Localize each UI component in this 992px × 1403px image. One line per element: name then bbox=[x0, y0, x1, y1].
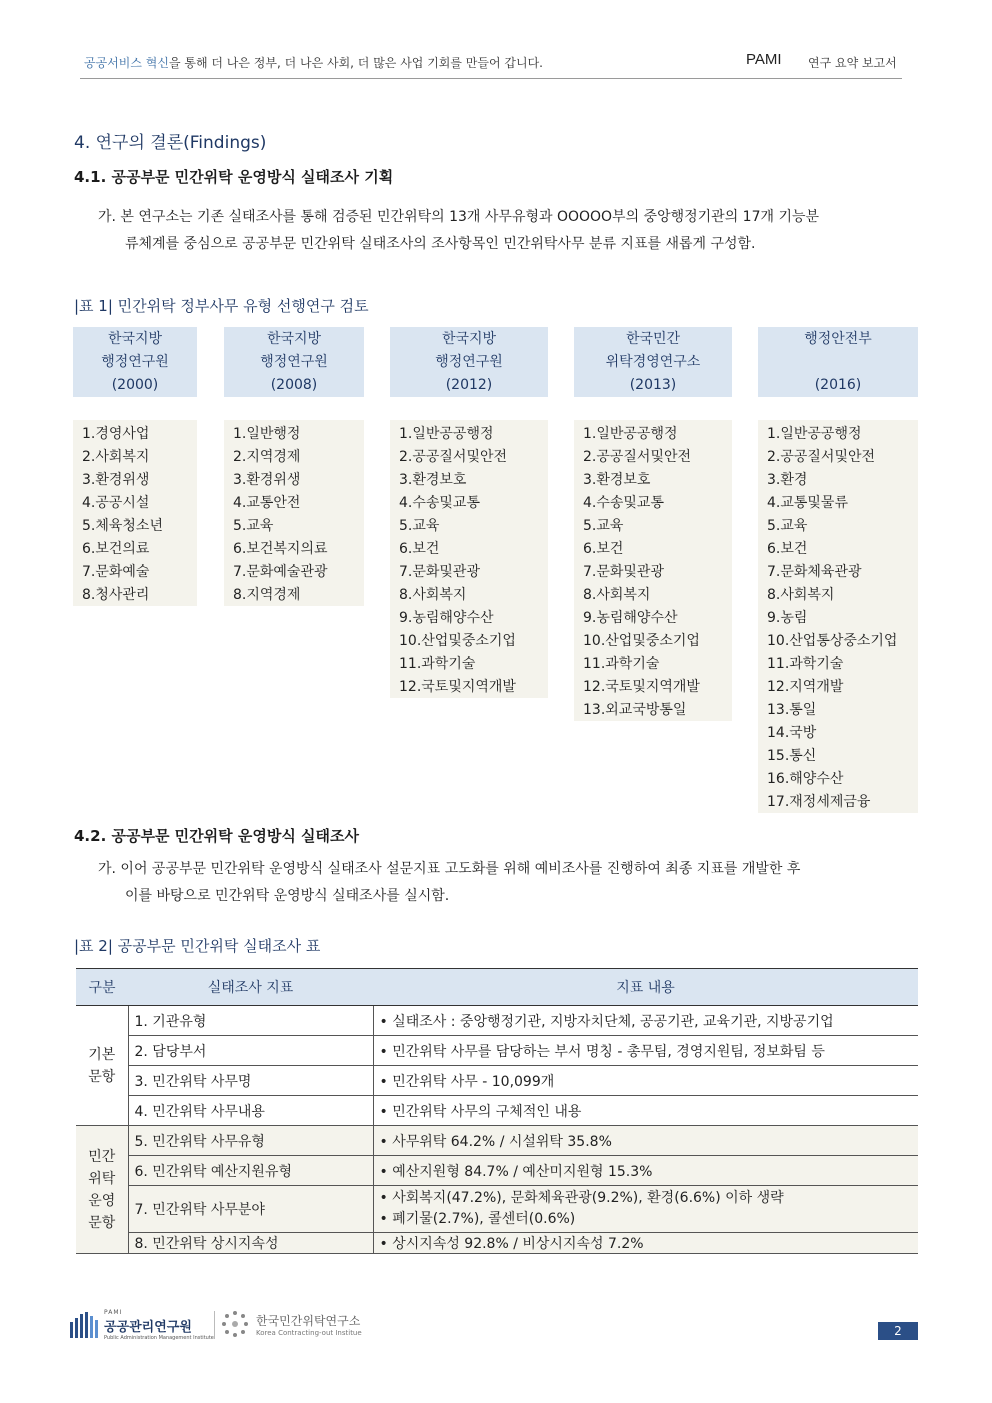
table1-item: 1.일반공공행정 bbox=[767, 426, 862, 442]
star-burst-icon bbox=[220, 1309, 250, 1339]
content-cell bbox=[373, 1036, 918, 1066]
header-tagline bbox=[84, 54, 543, 71]
table1-item: 9.농림해양수산 bbox=[583, 610, 678, 626]
table1-column-list bbox=[224, 420, 364, 606]
header-line bbox=[758, 351, 918, 374]
table1-item: 9.농림 bbox=[767, 610, 808, 626]
table1-column-header bbox=[574, 327, 732, 397]
table1-item: 3.환경보호 bbox=[583, 472, 651, 488]
table-header-row bbox=[76, 969, 918, 1006]
section-title: 4. 연구의 결론(Findings) bbox=[74, 133, 267, 153]
content-text: • 상시지속성 92.8% / 비상시지속성 7.2% bbox=[380, 1236, 644, 1252]
content-text: • 예산지원형 84.7% / 예산미지원형 15.3% bbox=[380, 1164, 653, 1180]
content-cell bbox=[373, 1096, 918, 1126]
indicator-cell: 8. 민간위탁 상시지속성 bbox=[128, 1233, 373, 1254]
table1-item: 8.지역경제 bbox=[233, 587, 301, 603]
indicator-cell: 4. 민간위탁 사무내용 bbox=[128, 1096, 373, 1126]
content-text: • 사무위탁 64.2% / 시설위탁 35.8% bbox=[380, 1134, 612, 1150]
table1-item: 11.과학기술 bbox=[399, 656, 476, 672]
content-text: • 민간위탁 사무를 담당하는 부서 명칭 - 총무팀, 경영지원팀, 정보화팀 등 bbox=[380, 1044, 825, 1060]
indicator-cell: 5. 민간위탁 사무유형 bbox=[128, 1126, 373, 1156]
kci-logo bbox=[220, 1309, 362, 1339]
paragraph-line: 류체계를 중심으로 공공부문 민간위탁 실태조사의 조사항목인 민간위탁사무 분류 지표를 새롭게 구성함. bbox=[125, 236, 756, 252]
table-row bbox=[76, 1156, 918, 1186]
survey-table bbox=[76, 968, 918, 1254]
table1-column-header bbox=[390, 327, 548, 397]
table1-item: 3.환경위생 bbox=[233, 472, 301, 488]
table1-item: 4.공공시설 bbox=[82, 495, 150, 511]
table1-item: 13.외교국방통일 bbox=[583, 702, 687, 718]
table1-item: 14.국방 bbox=[767, 725, 817, 741]
table1-item: 8.사회복지 bbox=[767, 587, 835, 603]
header-brand: PAMI bbox=[746, 51, 782, 68]
subsection-4-1-title: 4.1. 공공부문 민간위탁 운영방식 실태조사 기획 bbox=[74, 168, 394, 186]
table1-item: 4.수송및교통 bbox=[399, 495, 480, 511]
content-cell bbox=[373, 1006, 918, 1036]
content-text: • 민간위탁 사무의 구체적인 내용 bbox=[380, 1104, 582, 1120]
table1-item: 12.국토및지역개발 bbox=[583, 679, 700, 695]
table1-item: 5.체육청소년 bbox=[82, 518, 163, 534]
table1-item: 5.교육 bbox=[399, 518, 440, 534]
content-cell bbox=[373, 1066, 918, 1096]
logo2-sub: Korea Contracting-out Institue bbox=[256, 1328, 362, 1337]
table1-item: 16.해양수산 bbox=[767, 771, 844, 787]
table1-item: 1.일반행정 bbox=[233, 426, 301, 442]
header-line: 한국지방 bbox=[266, 330, 322, 347]
table1-item: 6.보건복지의료 bbox=[233, 541, 328, 557]
table-row bbox=[76, 1126, 918, 1156]
table1-item: 5.교육 bbox=[233, 518, 274, 534]
footer-divider bbox=[214, 1311, 215, 1339]
table1-item: 5.교육 bbox=[767, 518, 808, 534]
table1-item: 7.문화체육관광 bbox=[767, 564, 862, 580]
table1-column-header bbox=[73, 327, 197, 397]
indicator-cell: 2. 담당부서 bbox=[128, 1036, 373, 1066]
indicator-cell: 1. 기관유형 bbox=[128, 1006, 373, 1036]
indicator-cell: 7. 민간위탁 사무분야 bbox=[128, 1186, 373, 1233]
table1-item: 4.교통및물류 bbox=[767, 495, 848, 511]
table1-item: 4.수송및교통 bbox=[583, 495, 664, 511]
table-row bbox=[76, 1233, 918, 1254]
table1-column-header bbox=[224, 327, 364, 397]
header-line: (2016) bbox=[814, 376, 862, 393]
table1-item: 1.일반공공행정 bbox=[583, 426, 678, 442]
table1-item: 6.보건 bbox=[767, 541, 808, 557]
header-line: (2013) bbox=[629, 376, 677, 393]
content-text: • 실태조사 : 중앙행정기관, 지방자치단체, 공공기관, 교육기관, 지방공기업 bbox=[380, 1014, 834, 1030]
table1-item: 12.국토및지역개발 bbox=[399, 679, 516, 695]
logo-small: PAMI bbox=[104, 1309, 123, 1316]
table1-item: 1.일반공공행정 bbox=[399, 426, 494, 442]
pami-bars-icon bbox=[70, 1312, 98, 1338]
table1-column-list bbox=[73, 420, 197, 606]
table-row bbox=[76, 1006, 918, 1036]
header-line: 행정연구원 bbox=[260, 353, 328, 370]
header-line: (2000) bbox=[111, 376, 159, 393]
table1-item: 15.통신 bbox=[767, 748, 817, 764]
paragraph-line: 가. 이어 공공부문 민간위탁 운영방식 실태조사 설문지표 고도화를 위해 예비조사를 진행하여 최종 지표를 개발한 후 bbox=[98, 861, 801, 877]
subsection-4-2-title: 4.2. 공공부문 민간위탁 운영방식 실태조사 bbox=[74, 827, 360, 845]
table1-item: 1.경영사업 bbox=[82, 426, 150, 442]
group-label: 민간 위탁 운영 문항 bbox=[76, 1126, 128, 1254]
table1-item: 6.보건 bbox=[583, 541, 624, 557]
subsection-4-2-paragraph bbox=[98, 856, 922, 910]
indicator-cell: 3. 민간위탁 사무명 bbox=[128, 1066, 373, 1096]
table1-item: 3.환경 bbox=[767, 472, 808, 488]
table-row bbox=[76, 1096, 918, 1126]
header-line: (2012) bbox=[445, 376, 493, 393]
table1-item: 7.문화및관광 bbox=[583, 564, 664, 580]
table2-caption: |표 2| 공공부문 민간위탁 실태조사 표 bbox=[74, 937, 321, 955]
table1-item: 2.공공질서및안전 bbox=[767, 449, 876, 465]
tagline-highlight: 공공서비스 혁신 bbox=[84, 56, 169, 70]
table1-column-header bbox=[758, 327, 918, 397]
table-row bbox=[76, 1066, 918, 1096]
table1-item: 17.재정세제금융 bbox=[767, 794, 871, 810]
table1-column-list bbox=[390, 420, 548, 698]
column-header: 구분 bbox=[76, 969, 128, 1006]
table1-column-list bbox=[574, 420, 732, 721]
table1-item: 13.통일 bbox=[767, 702, 817, 718]
content-text: • 사회복지(47.2%), 문화체육관광(9.2%), 환경(6.6%) 이하 생략 bbox=[380, 1188, 913, 1209]
table1-item: 5.교육 bbox=[583, 518, 624, 534]
table1-column-list bbox=[758, 420, 918, 813]
column-header: 지표 내용 bbox=[373, 969, 918, 1006]
content-text: • 폐기물(2.7%), 콜센터(0.6%) bbox=[380, 1209, 913, 1230]
header-line: (2008) bbox=[270, 376, 318, 393]
paragraph-line: 가. 본 연구소는 기존 실태조사를 통해 검증된 민간위탁의 13개 사무유형과 OOOOO부의 중앙행정기관의 17개 기능분 bbox=[98, 209, 820, 225]
page-number: 2 bbox=[878, 1322, 918, 1340]
table1-item: 2.공공질서및안전 bbox=[399, 449, 508, 465]
table-row bbox=[76, 1036, 918, 1066]
table1-item: 7.문화예술 bbox=[82, 564, 150, 580]
table1-item: 6.보건의료 bbox=[82, 541, 150, 557]
logo-sub: Public Administration Management Institute bbox=[104, 1335, 214, 1341]
header-line: 한국민간 bbox=[625, 330, 681, 347]
table-row bbox=[76, 1186, 918, 1233]
content-text: • 민간위탁 사무 - 10,099개 bbox=[380, 1074, 555, 1090]
table1-item: 10.산업및중소기업 bbox=[399, 633, 516, 649]
table1-item: 8.사회복지 bbox=[583, 587, 651, 603]
table1-item: 2.지역경제 bbox=[233, 449, 301, 465]
header-line: 행정안전부 bbox=[804, 330, 872, 347]
page-header bbox=[80, 50, 902, 79]
table1-item: 4.교통안전 bbox=[233, 495, 301, 511]
content-cell bbox=[373, 1156, 918, 1186]
table1-caption: |표 1| 민간위탁 정부사무 유형 선행연구 검토 bbox=[74, 297, 369, 315]
table1-item: 11.과학기술 bbox=[583, 656, 660, 672]
header-line: 한국지방 bbox=[107, 330, 163, 347]
table1-item: 7.문화및관광 bbox=[399, 564, 480, 580]
table1-item: 10.산업통상중소기업 bbox=[767, 633, 898, 649]
table1-item: 12.지역개발 bbox=[767, 679, 844, 695]
content-cell bbox=[373, 1186, 918, 1233]
subsection-4-1-paragraph bbox=[98, 204, 922, 258]
column-header: 실태조사 지표 bbox=[128, 969, 373, 1006]
tagline-rest: 을 통해 더 나은 정부, 더 나은 사회, 더 많은 사업 기회를 만들어 갑니다. bbox=[168, 56, 543, 70]
header-line: 위탁경영연구소 bbox=[605, 353, 701, 370]
table1-item: 8.청사관리 bbox=[82, 587, 150, 603]
header-line: 행정연구원 bbox=[101, 353, 169, 370]
table1-item: 8.사회복지 bbox=[399, 587, 467, 603]
pami-logo bbox=[70, 1309, 214, 1341]
table1-item: 11.과학기술 bbox=[767, 656, 844, 672]
paragraph-line: 이를 바탕으로 민간위탁 운영방식 실태조사를 실시함. bbox=[125, 888, 450, 904]
group-label: 기본 문항 bbox=[76, 1006, 128, 1126]
table1-item: 7.문화예술관광 bbox=[233, 564, 328, 580]
content-cell bbox=[373, 1126, 918, 1156]
logo-main: 공공관리연구원 bbox=[104, 1320, 192, 1335]
table1-item: 2.사회복지 bbox=[82, 449, 150, 465]
header-line: 행정연구원 bbox=[435, 353, 503, 370]
header-line: 한국지방 bbox=[441, 330, 497, 347]
content-cell bbox=[373, 1233, 918, 1254]
header-report-type: 연구 요약 보고서 bbox=[808, 56, 897, 70]
table1-item: 2.공공질서및안전 bbox=[583, 449, 692, 465]
table1-item: 3.환경위생 bbox=[82, 472, 150, 488]
indicator-cell: 6. 민간위탁 예산지원유형 bbox=[128, 1156, 373, 1186]
table1-item: 10.산업및중소기업 bbox=[583, 633, 700, 649]
table1-item: 9.농림해양수산 bbox=[399, 610, 494, 626]
logo2-main: 한국민간위탁연구소 bbox=[256, 1313, 361, 1328]
table1-item: 6.보건 bbox=[399, 541, 440, 557]
table1-item: 3.환경보호 bbox=[399, 472, 467, 488]
